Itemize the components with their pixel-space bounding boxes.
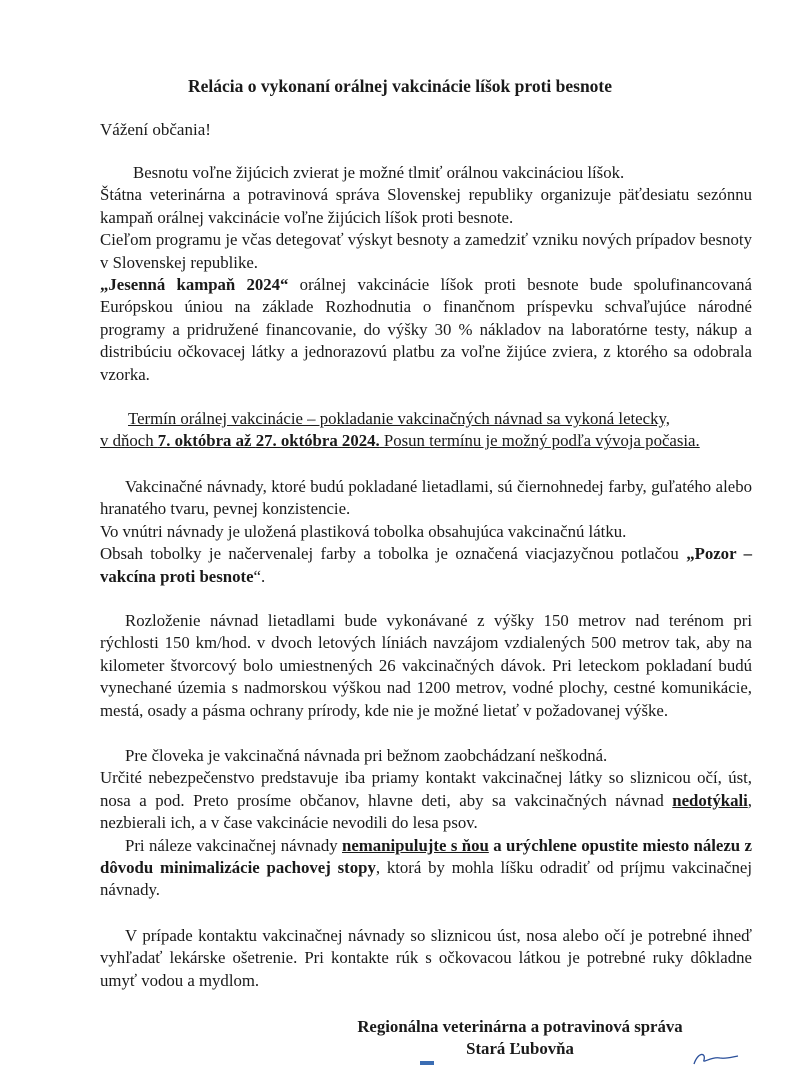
find-do-not-handle: nemanipulujte s ňou — [342, 835, 489, 855]
paragraph-bait-1: Vakcinačné návnady, ktoré budú pokladané lietadlami, sú čiernohnedej farby, guľatého alebo hranatého tvaru, pevnej konzistencie. — [100, 476, 752, 519]
document-title: Relácia o vykonaní orálnej vakcinácie líšok proti besnote — [187, 76, 613, 96]
paragraph-contact: V prípade kontaktu vakcinačnej návnady so sliznicou úst, nosa alebo očí je potrebné ihneď vyhľadať lekárske ošetrenie. Pri kontakte rúk s očkovacou látkou je potrebné ruky dôkladne umyť vodou a mydlom. — [100, 925, 752, 990]
bait-capsule-end: “. — [253, 566, 266, 586]
bait-capsule-text: Obsah tobolky je načervenalej farby a tobolka je označená viacjazyčnou potlačou — [100, 544, 687, 564]
paragraph-intro-2: Štátna veterinárna a potravinová správa Slovenskej republiky organizuje päťdesiatu sezónnu kampaň orálnej vakcinácie voľne žijúcich líšok proti besnote. — [100, 185, 752, 227]
safety-text: Určité nebezpečenstvo predstavuje iba priamy kontakt vakcinačnej látky so sliznicou očí, úst, nosa a pod. Preto prosíme občanov, hlavne deti, aby sa vakcinačných návnad — [100, 768, 752, 810]
signature-location: Stará Ľubovňa — [466, 1039, 574, 1058]
paragraph-bait-2: Vo vnútri návnady je uložená plastiková tobolka obsahujúca vakcinačnú látku. — [100, 521, 627, 541]
signature-block — [320, 1016, 720, 1060]
term-note: Posun termínu je možný podľa vývoja počasia. — [379, 431, 700, 451]
campaign-text: orálnej vakcinácie líšok proti besnote bude spolufinancovaná Európskou úniou na základe Rozhodnutia o finančnom príspevku schvaľujúce národné programy a pridružené financovanie, do výšky 30 % nákladov na laboratórne testy, nákup a distribúciu očkovacej látky a jednorazovú platbu za voľne žijúce zviera, z ktorého sa odobrala vzorka. — [100, 275, 752, 384]
paragraph-safety-3 — [100, 835, 752, 902]
paragraph-intro-1: Besnotu voľne žijúcich zvierat je možné tlmiť orálnou vakcináciou líšok. — [133, 163, 625, 182]
paragraph-safety-1: Pre človeka je vakcinačná návnada pri bežnom zaobchádzaní neškodná. — [125, 745, 608, 765]
paragraph-campaign — [100, 274, 752, 386]
paragraph-distribution: Rozloženie návnad lietadlami bude vykonávané z výšky 150 metrov nad terénom pri rýchlosti 150 km/hod. v dvoch letových líniách navzájom vzdialených 500 metrov tak, aby na kilometer štvorcový bolo umiestnených 26 vakcinačných dávok. Pri leteckom pokladaní budú vynechané územia s nadmorskou výškou nad 1200 metrov, vodné plochy, cestné komunikácie, mestá, osady a pásma ochrany prírody, kde nie je možné lietať v požadovanej výške. — [100, 610, 752, 720]
safety-text-end: , nezbierali ich, a v čase vakcinácie nevodili do lesa psov. — [100, 790, 752, 833]
term-connector: až — [231, 431, 256, 451]
paragraph-bait-3 — [100, 543, 752, 588]
find-leave-place: urýchlene opustite miesto nálezu z dôvodu minimalizácie pachovej stopy — [100, 835, 752, 877]
stamp-mark — [420, 1061, 434, 1065]
safety-do-not-touch: nedotýkali — [672, 790, 748, 810]
document-body — [100, 162, 752, 992]
find-connector: a — [488, 835, 507, 855]
term-line-1: Termín orálnej vakcinácie – pokladanie vakcinačných návnad sa vykoná letecky, — [128, 409, 670, 429]
term-prefix: v dňoch — [100, 431, 158, 451]
campaign-name: „Jesenná kampaň 2024“ — [100, 275, 289, 295]
find-text: Pri náleze vakcinačnej návnady — [125, 835, 342, 855]
bait-capsule-label: „Pozor – vakcína proti besnote — [100, 544, 752, 586]
term-line-2 — [100, 430, 752, 452]
term-end-date: 27. októbra 2024. — [255, 431, 380, 451]
paragraph-intro-3: Cieľom programu je včas detegovať výskyt besnoty a zamedziť vzniku nových prípadov besnoty v Slovenskej republike. — [100, 230, 752, 272]
term-start-date: 7. októbra — [157, 431, 232, 451]
find-text-end: , ktorá by mohla líšku odradiť od príjmu vakcinačnej návnady. — [100, 857, 752, 900]
handwritten-signature-icon — [690, 1050, 740, 1066]
signature-organization: Regionálna veterinárna a potravinová správa — [357, 1017, 683, 1036]
paragraph-safety-2 — [100, 767, 752, 834]
greeting: Vážení občania! — [100, 120, 211, 139]
